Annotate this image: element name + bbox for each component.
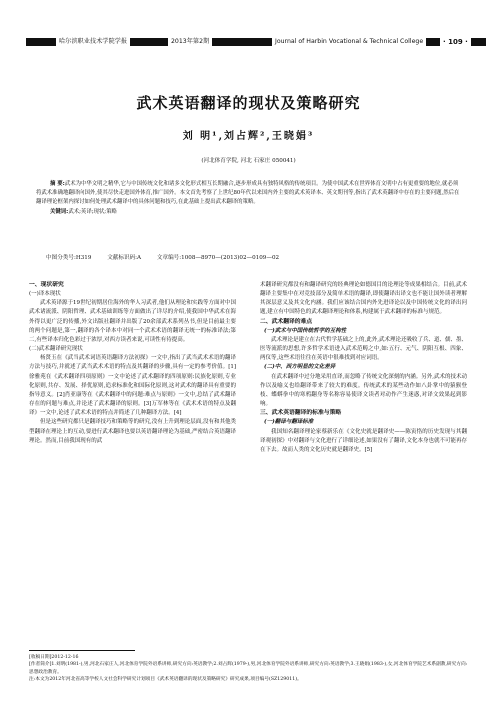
subsection-heading: (一)武术与中国传统哲学的互构性 <box>264 327 347 334</box>
section-heading: 一、现状研究 <box>29 282 64 288</box>
abstract-text: 武术为中华文明之精华,它与中国传统文化和诸多文化形式相互长期融合,逐步形成具有独特风格的传统项目。为使中国武术在世界体育文明中占有更重要的地位,就必须将武术准确地翻译向国外,使其尽快走进国外体育,推广国外。本文首先考察了上世纪80年代以来国内外主要的武术英译本、英文期刊等,指出了武术英翻译中存在的主要问题,然后在翻译理论框架内探讨如何处理武术翻译中的具体问题和技巧,在此基础上提出武术翻译的策略。 <box>36 181 460 206</box>
document-code: 文献标识码:A <box>107 255 142 261</box>
journal-name-en: Journal of Harbin Vocational & Technical College <box>272 36 426 48</box>
footnote-line: [收稿日期]2012-12-16 <box>29 655 79 660</box>
subsection-heading: (二)武术翻译研究现状 <box>29 346 83 353</box>
author-affiliation: (河北体育学院, 河北 石家庄 050041) <box>201 158 296 164</box>
footnote-line: [作者简介]1.刘明(1981-),男,河北石家庄人,河北体育学院外语系讲师,研究方向:英语教学;2.刘占辉(1979-),男,河北体育学院外语系讲师,研究方向:英语教学;3.王晓娟(1983-),女,河北体育学院艺术系副教,研究方向:思想政治教育。 <box>29 662 468 675</box>
issue-label: 2013年第2期 <box>168 36 212 48</box>
paper-authors: 刘 明¹,刘占辉²,王晓娟³ <box>182 131 315 142</box>
subsection-heading: (一)译本现状 <box>29 291 61 298</box>
keywords-line <box>36 208 460 217</box>
abstract-label: 摘 要: <box>50 181 65 187</box>
subsection-heading: (一)翻译与翻译标准 <box>264 419 314 426</box>
section-heading: 三、武术英语翻译的标准与策略 <box>260 410 342 417</box>
body-paragraph: 但是这些研究都只是翻译技巧和策略等的研究,没有上升到理论层面,没有和其他类型翻译在理论上的互动,要进行武术翻译也要以英语翻译理论为基础,严密结合英语翻译理论。然而,目前我国现有的武 <box>29 419 236 444</box>
page-number: · 109 · <box>440 36 471 48</box>
body-paragraph: 术翻译研究都没有和翻译研究的经典理论如德国目的论理论等成果相结合。目前,武术翻译主要集中在对竞技部分及简单术语的翻译,即使翻译出译文也不能让国外读者理解其深层意义及其文化内涵。我们应该结合国内外先进译论以及中国传统文化的译出问题,建立有中国特色的武术翻译理论和体系,构建属于武术翻译的标准与规范。 <box>260 282 467 316</box>
article-meta <box>46 253 476 261</box>
section-heading: 二、武术翻译的难点 <box>260 318 313 325</box>
subsection-heading: (二)中、西方明显的文化差异 <box>264 364 336 371</box>
abstract-paragraph <box>36 180 460 208</box>
journal-name-cn: 哈尔滨职业技术学院学报 <box>56 36 130 48</box>
footnote-line: 注:本文为2012年河北省高等学校人文社会科学研究计划项目《武术英语翻译的现状及策略研究》研究成果,项目编号(SZ129011)。 <box>29 677 302 683</box>
body-paragraph: 武术英译源于19世纪初期居住海外的华人习武者,他们从理论和实践等方面对中国武术诸流派、阴阳哲理、武术基础训练等方面做出了详尽的介绍,使我国中华武术在海外得以更广泛的传播,外文出版社翻译并出版了20余部武术系列丛书,但是目前最主要的两个问题是,第一,翻译的各个译本中对同一个武术术语的翻译无统一的标准译法;第二,有些译本归化色彩过于浓厚,对西方读者来说,可读性有待提高。 <box>29 300 236 343</box>
body-paragraph: 在武术翻译中过分地采用直译,而忽略了传统文化深刻的内涵。另外,武术的技术动作以及喻义也给翻译带来了较大的难度。传统武术的某些动作如八卦掌中的猿猴登枝、蝶蟒拳中的寒鸦翻身等名称容易使译文读者对动作产生迷惑,对译文效果起到影响。 <box>260 373 467 408</box>
article-number: 文章编号:1008—8970—(2013)02—0109—02 <box>156 255 280 261</box>
keywords-label: 关键词: <box>50 208 69 215</box>
footnote-rule <box>29 650 135 651</box>
body-paragraph: 我国知名翻译理论家蔡新乐在《文化史就是翻译史——陈寅恪的历史发现与其翻译观初探》中对翻译与文化进行了详细论述,如果没有了翻译,文化本身也就不可能再存在下去。故而人类的文化历史就是翻译史。[5] <box>260 428 467 453</box>
left-column <box>29 281 236 446</box>
paper-title: 武术英语翻译的现状及策略研究 <box>136 94 361 112</box>
body-paragraph: 杨贤玉在《武当武术词语英语翻译方法初探》一文中,指出了武当武术术语的翻译方法与技巧,并就述了武当武术术语的特点及其翻译的步骤,具有一定的参考价值。[1]徐雅苑在《武术翻译四项原则》一文中论述了武术翻译的四项原则:民族化原则,专业化原则,共存、发展、择优原则,追求标准化和国际化原则,这对武术的翻译具有重要的指导意义。[2]肖亚康等在《武术翻译中的问题:难点与原则》一文中,总结了武术翻译存在的问题与难点,并论述了武术翻译的原则。[3]万军林等在《武术术语的特点及翻译》一文中,论述了武术术语的特点并简述了几种翻译方法。[4] <box>29 355 236 417</box>
body-paragraph: 武术理论是建立在古代哲学基础之上的,此外,武术理论还吸收了兵、道、儒、墨、医等流派的思想,许多哲学术语进入武术范畴之中,如:五行、元气、阴阳互根、四象、两仪等,这些术语往往在英语中很难找到对应词语。 <box>260 336 467 362</box>
abstract-block <box>36 180 460 217</box>
keywords-text: 武术;英译;现状;策略 <box>68 208 117 215</box>
footnotes <box>29 654 469 684</box>
clc-number: 中图分类号:H319 <box>46 255 92 261</box>
running-header <box>0 0 497 50</box>
right-column <box>260 281 467 455</box>
